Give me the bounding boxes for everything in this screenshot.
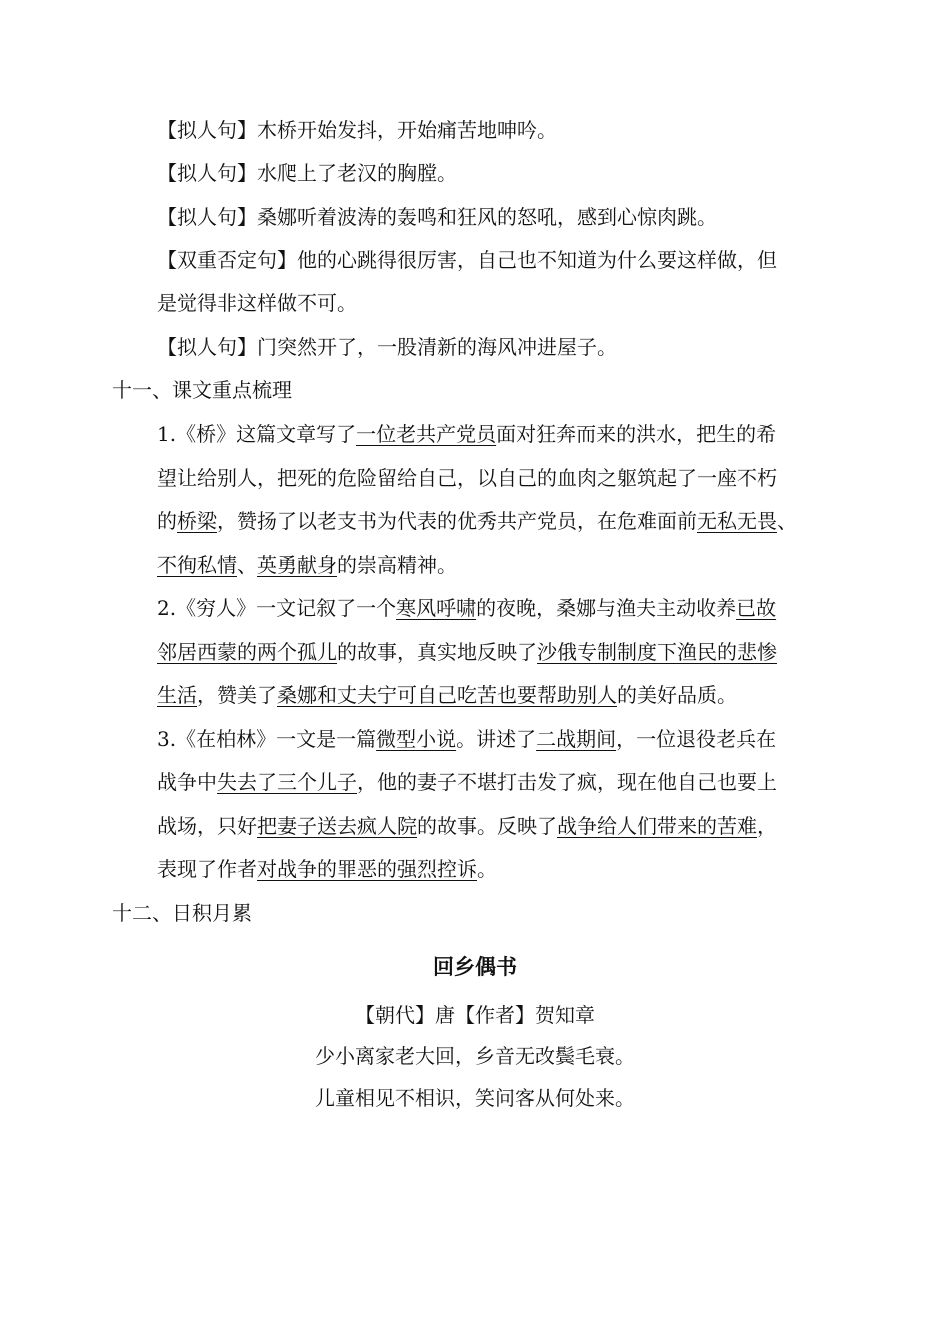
- text: 。讲述了: [456, 727, 537, 751]
- text: 1.《桥》这篇文章写了: [157, 422, 357, 446]
- underlined-answer: 战争给人们带来的苦难: [557, 814, 757, 838]
- underlined-answer: 无私无畏: [697, 509, 777, 533]
- underlined-answer: 沙俄专制制度下渔民的悲惨: [537, 640, 777, 664]
- paragraph-1-line-3: [157, 508, 797, 534]
- sentence-4-continued: [157, 290, 357, 316]
- poem-title: 回乡偶书: [433, 955, 517, 979]
- paragraph-2-line-2: [157, 639, 777, 665]
- text: 2.《穷人》一文记叙了一个: [157, 596, 397, 620]
- sentence-tag: 【拟人句】: [157, 335, 257, 359]
- text: 的崇高精神。: [337, 553, 457, 577]
- paragraph-3-line-4: [157, 856, 497, 882]
- sentence-1: [157, 117, 557, 143]
- underlined-answer: 寒风呼啸: [396, 596, 477, 620]
- text: 表现了作者: [157, 857, 257, 881]
- underlined-answer: 生活: [157, 683, 197, 707]
- text: 望让给别人，把死的危险留给自己，以自己的血肉之躯筑起了一座不朽: [157, 466, 777, 490]
- text: ，赞美了: [197, 683, 277, 707]
- text: ，他的妻子不堪打击发了疯，现在他自己也要上: [357, 770, 777, 794]
- underlined-answer: 把妻子送去疯人院: [257, 814, 417, 838]
- underlined-answer: 对战争的罪恶的强烈控诉: [257, 857, 477, 881]
- text: 、: [237, 553, 257, 577]
- sentence-tag: 【拟人句】: [157, 161, 257, 185]
- sentence-text: 是觉得非这样做不可。: [157, 291, 357, 315]
- underlined-answer: 失去了三个儿子: [217, 770, 357, 794]
- poem-meta: 【朝代】唐【作者】贺知章: [355, 1003, 595, 1027]
- text: 面对狂奔而来的洪水，把生的希: [496, 422, 777, 446]
- text: ，赞扬了以老支书为代表的优秀共产党员，在危难面前: [217, 509, 697, 533]
- text: 的美好品质。: [617, 683, 737, 707]
- sentence-tag: 【双重否定句】: [157, 248, 297, 272]
- underlined-answer: 二战期间: [536, 727, 617, 751]
- sentence-text: 桑娜听着波涛的轰鸣和狂风的怒吼，感到心惊肉跳。: [257, 205, 717, 229]
- sentence-5: [157, 334, 617, 360]
- sentence-tag: 【拟人句】: [157, 205, 257, 229]
- sentence-text: 水爬上了老汉的胸膛。: [257, 161, 457, 185]
- poem-line-2: 儿童相见不相识，笑问客从何处来。: [315, 1086, 635, 1110]
- underlined-answer: 微型小说: [376, 727, 457, 751]
- underlined-answer: 邻居西蒙的两个孤儿: [157, 640, 337, 664]
- paragraph-1-line-1: [157, 421, 776, 447]
- paragraph-2-line-1: [157, 595, 776, 621]
- text: 3.《在柏林》一文是一篇: [157, 727, 377, 751]
- sentence-text: 木桥开始发抖，开始痛苦地呻吟。: [257, 118, 557, 142]
- underlined-answer: 一位老共产党员: [356, 422, 497, 446]
- sentence-3: [157, 204, 717, 230]
- text: 。: [477, 857, 497, 881]
- sentence-text: 门突然开了，一股清新的海风冲进屋子。: [257, 335, 617, 359]
- sentence-2: [157, 160, 457, 186]
- section-heading-12: 十二、日积月累: [112, 901, 252, 925]
- paragraph-3-line-1: [157, 726, 776, 752]
- paragraph-1-line-2: [157, 465, 777, 491]
- underlined-answer: 桑娜和丈夫宁可自己吃苦也要帮助别人: [277, 683, 617, 707]
- sentence-4: [157, 247, 777, 273]
- underlined-answer: 已故: [736, 596, 777, 620]
- paragraph-1-line-4: [157, 552, 457, 578]
- text: 的夜晚，桑娜与渔夫主动收养: [476, 596, 737, 620]
- text: 战场，只好: [157, 814, 257, 838]
- text: 战争中: [157, 770, 217, 794]
- underlined-answer: 不徇私情: [157, 553, 237, 577]
- poem-line-1: 少小离家老大回，乡音无改鬓毛衰。: [315, 1044, 635, 1068]
- sentence-text: 他的心跳得很厉害，自己也不知道为什么要这样做，但: [297, 248, 777, 272]
- section-heading-11: 十一、课文重点梳理: [112, 378, 292, 402]
- underlined-answer: 桥梁: [177, 509, 217, 533]
- sentence-tag: 【拟人句】: [157, 118, 257, 142]
- underlined-answer: 英勇献身: [257, 553, 337, 577]
- paragraph-3-line-3: [157, 813, 777, 839]
- paragraph-3-line-2: [157, 769, 777, 795]
- text: 、: [777, 509, 797, 533]
- paragraph-2-line-3: [157, 682, 737, 708]
- text: 的: [157, 509, 177, 533]
- text: 的故事。反映了: [417, 814, 557, 838]
- text: ，一位退役老兵在: [616, 727, 777, 751]
- text: ，: [757, 814, 777, 838]
- text: 的故事，真实地反映了: [337, 640, 537, 664]
